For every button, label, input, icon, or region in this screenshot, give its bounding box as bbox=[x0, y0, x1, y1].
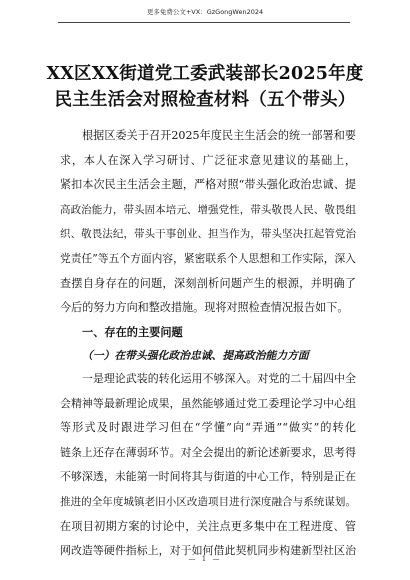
header-watermark: 更多免费公文+VX：GzGongWen2024 bbox=[146, 8, 264, 16]
intro-line: 织、敬畏法纪，带头干事创业、担当作为，带头坚决扛起管党治 bbox=[60, 228, 356, 241]
intro-line: 根据区委关于召开2025年度民主生活会的统一部署和要 bbox=[82, 129, 356, 142]
intro-line: 党责任”等五个方面内容，紧密联系个人思想和工作实际，深入 bbox=[60, 251, 356, 265]
section-line: 等形式及时跟进学习但在“学懂”向“弄通”“做实”的转化 bbox=[60, 421, 356, 435]
page-number: — 1 — bbox=[188, 555, 222, 563]
section-heading: 一、存在的主要问题 bbox=[82, 326, 183, 339]
intro-line: 今后的努力方向和整改措施。现将对照检查情况报告如下。 bbox=[60, 301, 349, 315]
section-line: 在项目初期方案的讨论中，关注点更多集中在工程进度、管 bbox=[60, 519, 356, 533]
intro-line: 查摆自身存在的问题，深刻剖析问题产生的根源，并明确了 bbox=[60, 276, 356, 290]
intro-line: 高政治能力，带头固本培元、增强党性，带头敬畏人民、敬畏组 bbox=[60, 203, 356, 216]
document-title-line-1: XX区XX街道党工委武装部长2025年度 bbox=[46, 64, 364, 84]
document-title-line-2: 民主生活会对照检查材料（五个带头） bbox=[54, 90, 356, 110]
intro-line: 求，本人在深入学习研讨、广泛征求意见建议的基础上， bbox=[60, 153, 356, 167]
section-subheading: （一）在带头强化政治忠诚、提高政治能力方面 bbox=[82, 349, 309, 362]
section-line: 不够深透，未能第一时间将其与街道的中心工作，特别是正在 bbox=[60, 470, 356, 484]
section-line: 一是理论武装的转化运用不够深入。对党的二十届四中全 bbox=[82, 372, 356, 385]
section-line: 链条上还存在薄弱环节。对全会提出的新论述新要求，思考得 bbox=[60, 445, 356, 459]
section-line: 网改造等硬件指标上，对于如何借此契机同步构建新型社区治 bbox=[60, 544, 356, 558]
section-paragraph bbox=[60, 367, 356, 564]
intro-line: 紧扣本次民主生活会主题，严格对照“带头强化政治忠诚、提 bbox=[60, 178, 356, 192]
header-divider bbox=[58, 22, 350, 23]
intro-paragraph bbox=[60, 124, 356, 321]
section-line: 推进的全年度城镇老旧小区改造项目进行深度融合与系统谋划。 bbox=[60, 495, 356, 508]
section-line: 会精神等最新理论成果，虽然能够通过党工委理论学习中心组 bbox=[60, 396, 356, 410]
